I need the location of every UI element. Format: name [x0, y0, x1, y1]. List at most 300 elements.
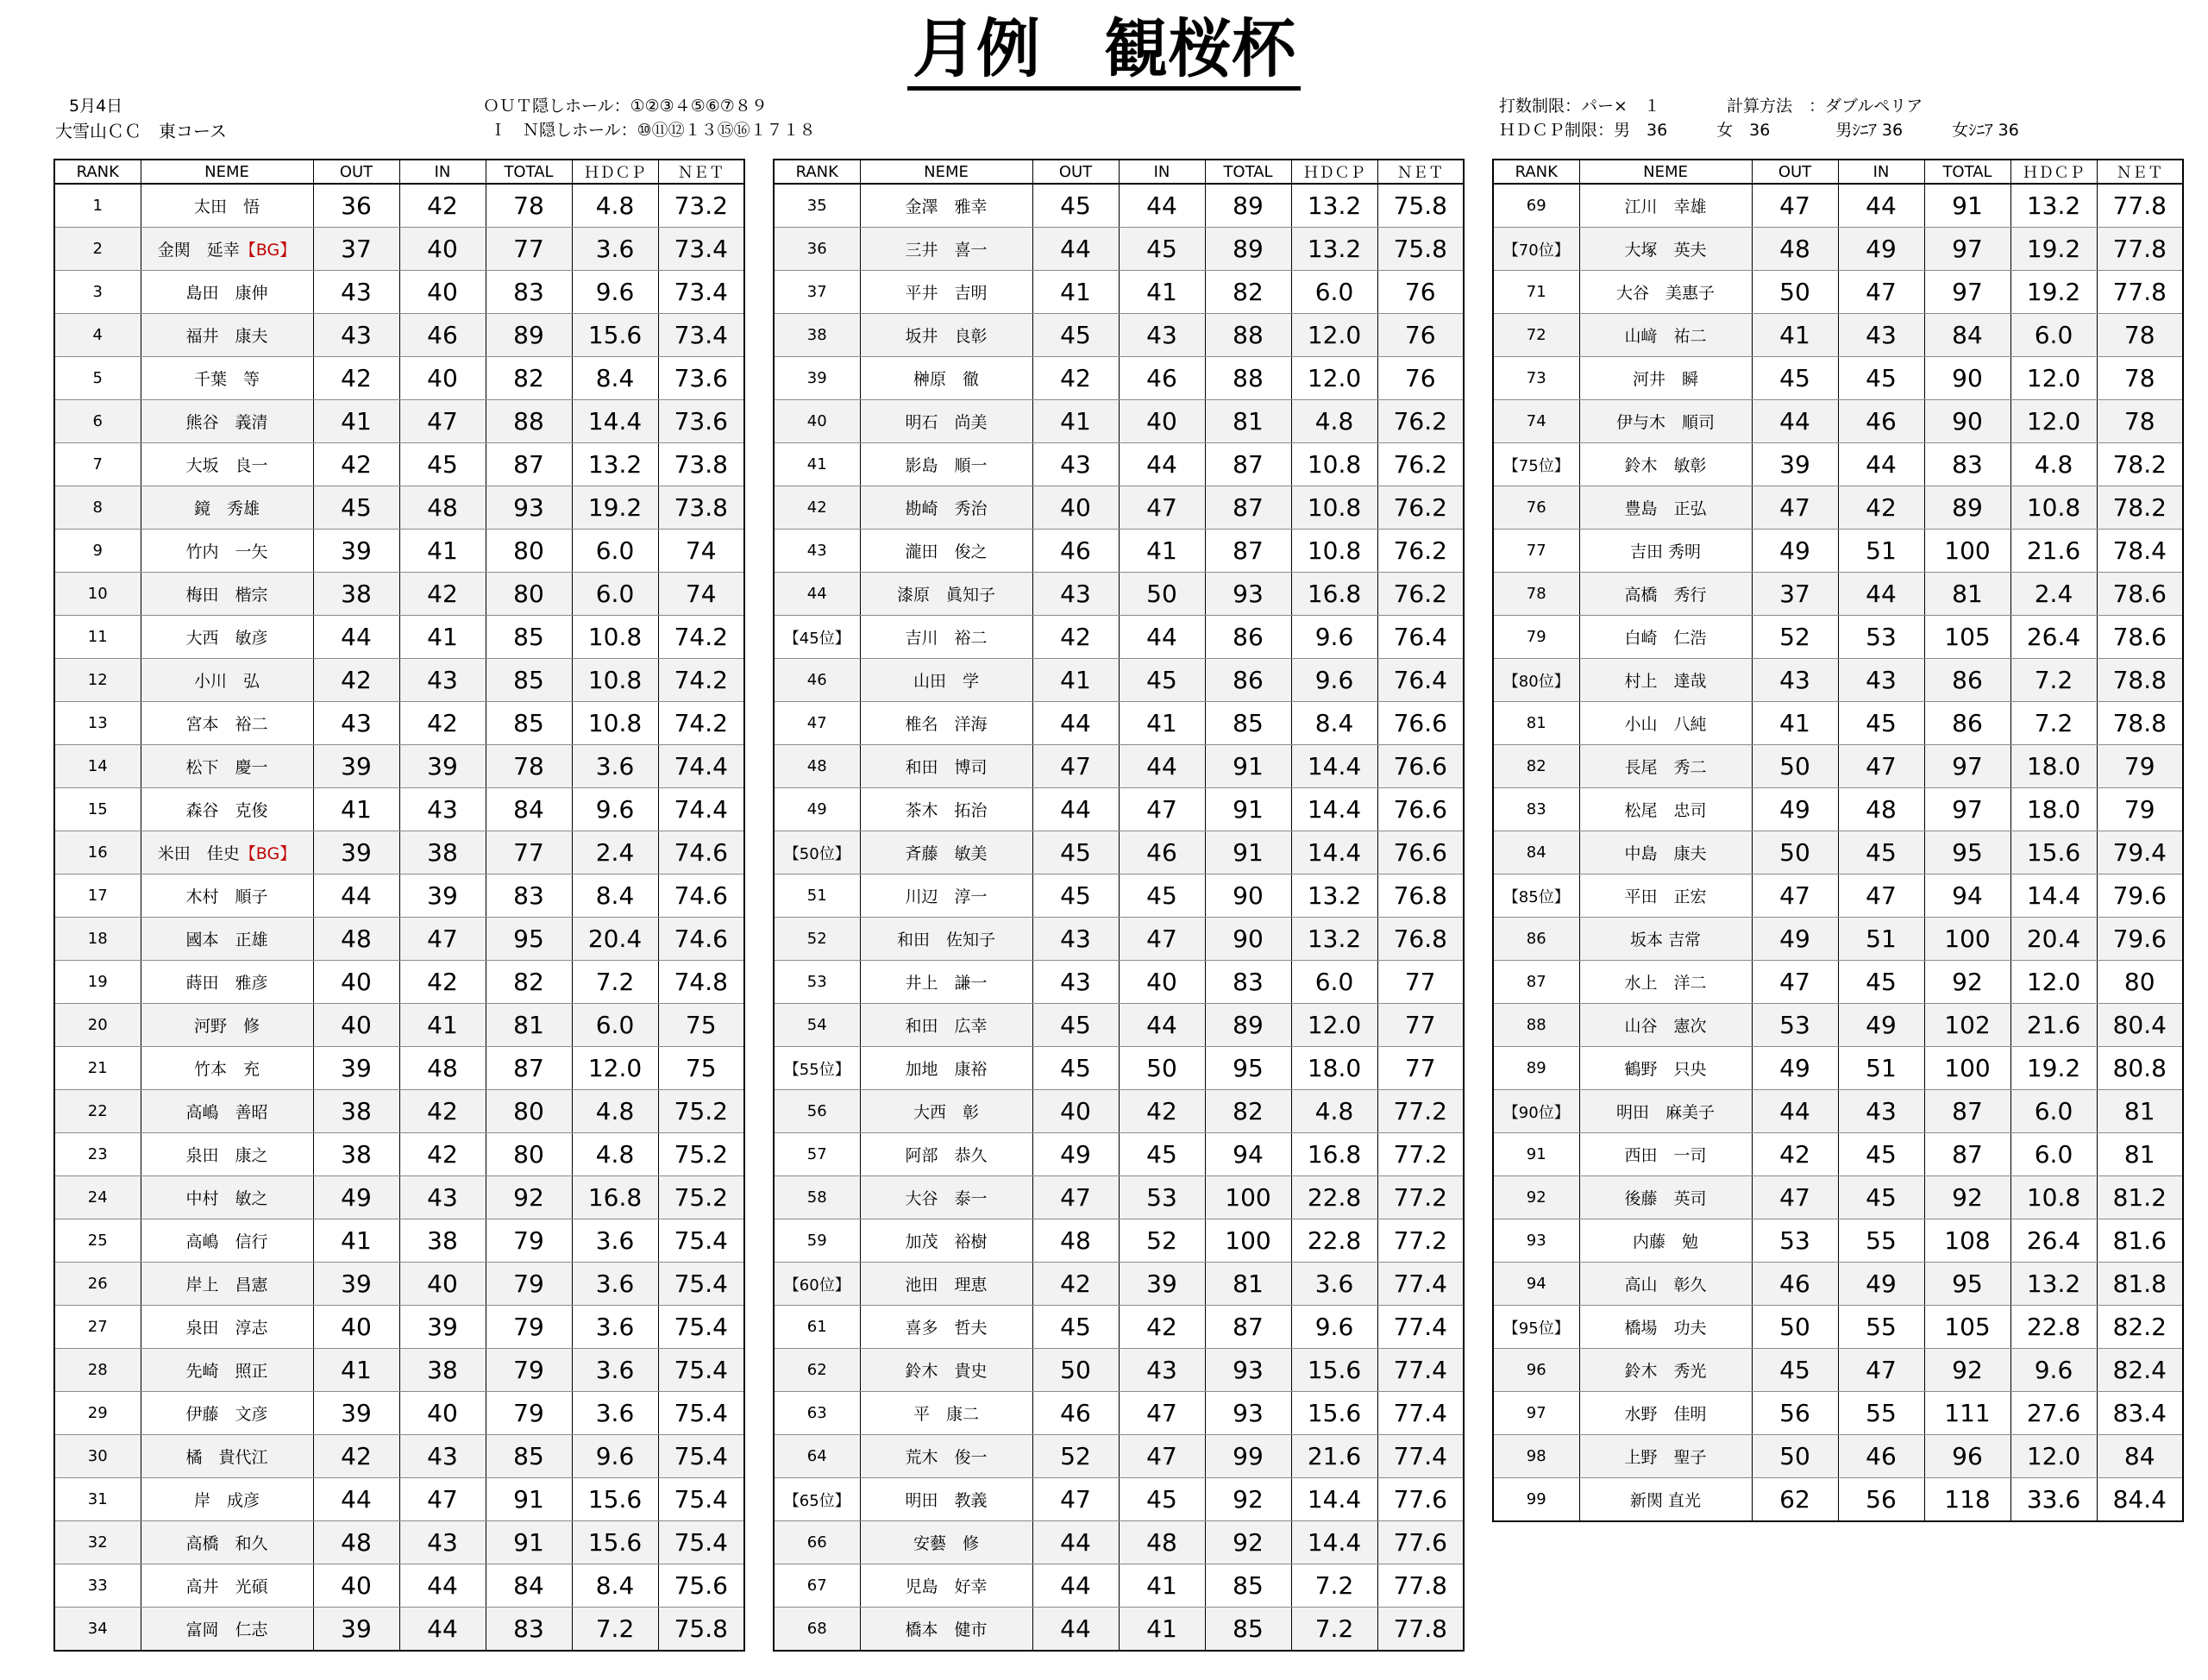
- name-cell: [1579, 1090, 1752, 1133]
- net-cell: 75.2: [658, 1090, 744, 1133]
- net-cell: 79: [2097, 788, 2183, 831]
- name-cell: [860, 400, 1032, 443]
- name-cell: [1579, 1004, 1752, 1047]
- in-cell: 42: [399, 702, 486, 745]
- in-cell: 40: [1119, 961, 1205, 1004]
- table-row: [1493, 400, 2183, 443]
- player-name: 木村 順子: [185, 887, 268, 906]
- name-cell: [141, 702, 313, 745]
- out-cell: 47: [1032, 1176, 1119, 1219]
- total-cell: 87: [1205, 530, 1291, 573]
- player-name: 吉川 裕二: [905, 629, 988, 648]
- hdcp-cell: 26.4: [2010, 616, 2097, 659]
- rank-cell: 94: [1493, 1263, 1579, 1306]
- total-cell: 108: [1924, 1219, 2010, 1263]
- rank-cell: 43: [774, 530, 860, 573]
- table-row: [1493, 1392, 2183, 1435]
- rank-cell: 【55位】: [774, 1047, 860, 1090]
- column-header-in: IN: [1838, 160, 1924, 184]
- column-header-name: NEME: [141, 160, 313, 184]
- rank-cell: 6: [54, 400, 141, 443]
- player-name: 茶木 拓治: [905, 801, 988, 820]
- player-name: 長尾 秀二: [1624, 758, 1707, 777]
- out-cell: 43: [313, 702, 399, 745]
- total-cell: 92: [1205, 1521, 1291, 1564]
- table-row: [54, 788, 744, 831]
- in-cell: 41: [399, 616, 486, 659]
- total-cell: 85: [1205, 702, 1291, 745]
- player-name: 坂井 良彰: [905, 327, 988, 346]
- total-cell: 91: [1205, 831, 1291, 874]
- player-name: 森谷 克俊: [185, 801, 268, 820]
- name-cell: [1579, 573, 1752, 616]
- name-cell: [141, 357, 313, 400]
- player-name: 高井 光碩: [185, 1577, 268, 1596]
- player-name: 大坂 良一: [185, 456, 268, 475]
- rank-cell: 46: [774, 659, 860, 702]
- in-cell: 44: [1838, 184, 1924, 228]
- rank-cell: 47: [774, 702, 860, 745]
- rank-cell: 22: [54, 1090, 141, 1133]
- rank-cell: 13: [54, 702, 141, 745]
- in-cell: 47: [1838, 874, 1924, 918]
- total-cell: 89: [1924, 486, 2010, 530]
- player-name: 山﨑 祐二: [1624, 327, 1707, 346]
- player-name: 西田 一司: [1624, 1146, 1707, 1165]
- hdcp-cell: 6.0: [2010, 1090, 2097, 1133]
- player-name: 松下 慶一: [185, 758, 268, 777]
- out-cell: 45: [1032, 831, 1119, 874]
- name-cell: [860, 530, 1032, 573]
- player-name: 平 康二: [913, 1405, 979, 1424]
- name-cell: [860, 1521, 1032, 1564]
- in-cell: 42: [399, 573, 486, 616]
- in-cell: 40: [399, 228, 486, 271]
- total-cell: 88: [486, 400, 572, 443]
- net-cell: 74.8: [658, 961, 744, 1004]
- out-cell: 46: [1032, 530, 1119, 573]
- player-name: 内藤 勉: [1632, 1232, 1698, 1251]
- table-row: [774, 1435, 1464, 1478]
- table-row: [54, 184, 744, 228]
- total-cell: 100: [1924, 530, 2010, 573]
- player-name: 喜多 哲夫: [905, 1319, 988, 1338]
- out-cell: 41: [1032, 271, 1119, 314]
- net-cell: 74.4: [658, 788, 744, 831]
- page-title: 月例 観桜杯: [0, 17, 2208, 81]
- in-cell: 43: [1119, 314, 1205, 357]
- table-row: [1493, 745, 2183, 788]
- hdcp-cell: 19.2: [2010, 1047, 2097, 1090]
- out-cell: 42: [1752, 1133, 1838, 1176]
- in-cell: 47: [1119, 788, 1205, 831]
- net-cell: 78.6: [2097, 616, 2183, 659]
- column-header-net: ＮＥＴ: [658, 160, 744, 184]
- total-cell: 88: [1205, 314, 1291, 357]
- in-cell: 45: [1838, 357, 1924, 400]
- in-cell: 43: [399, 659, 486, 702]
- in-cell: 47: [1838, 1349, 1924, 1392]
- rank-cell: 88: [1493, 1004, 1579, 1047]
- rank-cell: 【70位】: [1493, 228, 1579, 271]
- in-cell: 40: [1119, 400, 1205, 443]
- out-cell: 40: [1032, 1090, 1119, 1133]
- total-cell: 87: [1205, 1306, 1291, 1349]
- net-cell: 81.2: [2097, 1176, 2183, 1219]
- table-row: [1493, 831, 2183, 874]
- rank-cell: 37: [774, 271, 860, 314]
- in-cell: 47: [1838, 271, 1924, 314]
- hdcp-cell: 9.6: [1291, 616, 1377, 659]
- in-cell: 40: [399, 1392, 486, 1435]
- net-cell: 76.8: [1377, 874, 1464, 918]
- player-name: 荒木 俊一: [905, 1448, 988, 1467]
- column-header-total: TOTAL: [486, 160, 572, 184]
- total-cell: 102: [1924, 1004, 2010, 1047]
- in-cell: 53: [1838, 616, 1924, 659]
- name-cell: [1579, 1047, 1752, 1090]
- out-cell: 44: [313, 1478, 399, 1521]
- name-cell: [1579, 400, 1752, 443]
- hdcp-cell: 15.6: [1291, 1349, 1377, 1392]
- rank-cell: 97: [1493, 1392, 1579, 1435]
- in-cell: 41: [1119, 530, 1205, 573]
- hdcp-cell: 9.6: [2010, 1349, 2097, 1392]
- name-cell: [141, 788, 313, 831]
- name-cell: [1579, 1435, 1752, 1478]
- table-header-row: [774, 160, 1464, 184]
- net-cell: 81.8: [2097, 1263, 2183, 1306]
- player-name: 明田 麻美子: [1615, 1103, 1715, 1122]
- player-name: 松尾 忠司: [1624, 801, 1707, 820]
- name-cell: [141, 1047, 313, 1090]
- in-cell: 44: [1119, 745, 1205, 788]
- total-cell: 95: [1924, 1263, 2010, 1306]
- net-cell: 76.4: [1377, 659, 1464, 702]
- net-cell: 77.2: [1377, 1133, 1464, 1176]
- hdcp-cell: 13.2: [2010, 1263, 2097, 1306]
- in-cell: 43: [399, 788, 486, 831]
- rank-cell: 18: [54, 918, 141, 961]
- out-cell: 41: [313, 1219, 399, 1263]
- total-cell: 87: [486, 1047, 572, 1090]
- table-row: [54, 1133, 744, 1176]
- out-cell: 48: [313, 918, 399, 961]
- hdcp-cell: 15.6: [2010, 831, 2097, 874]
- table-row: [1493, 443, 2183, 486]
- in-cell: 51: [1838, 530, 1924, 573]
- table-row: [774, 486, 1464, 530]
- player-name: 岸 成彦: [193, 1491, 260, 1510]
- table-row: [1493, 357, 2183, 400]
- out-cell: 39: [313, 1263, 399, 1306]
- out-cell: 44: [1032, 228, 1119, 271]
- out-cell: 42: [313, 659, 399, 702]
- in-cell: 47: [1119, 1392, 1205, 1435]
- out-cell: 38: [313, 573, 399, 616]
- table-row: [54, 918, 744, 961]
- net-cell: 73.8: [658, 443, 744, 486]
- player-name: 坂本 吉常: [1629, 931, 1702, 950]
- out-cell: 45: [1032, 1004, 1119, 1047]
- out-cell: 43: [1032, 573, 1119, 616]
- total-cell: 95: [1205, 1047, 1291, 1090]
- hdcp-cell: 18.0: [2010, 745, 2097, 788]
- rank-cell: 57: [774, 1133, 860, 1176]
- bg-badge: 【BG】: [239, 241, 297, 260]
- table-row: [54, 1564, 744, 1608]
- name-cell: [1579, 616, 1752, 659]
- rank-cell: 【75位】: [1493, 443, 1579, 486]
- out-cell: 50: [1752, 1435, 1838, 1478]
- net-cell: 75.4: [658, 1392, 744, 1435]
- rank-cell: 34: [54, 1608, 141, 1652]
- name-cell: [860, 874, 1032, 918]
- total-cell: 79: [486, 1219, 572, 1263]
- column-header-total: TOTAL: [1205, 160, 1291, 184]
- out-cell: 50: [1752, 1306, 1838, 1349]
- out-cell: 41: [1752, 702, 1838, 745]
- net-cell: 75.8: [1377, 228, 1464, 271]
- total-cell: 80: [486, 1090, 572, 1133]
- in-cell: 45: [1119, 1133, 1205, 1176]
- total-cell: 105: [1924, 1306, 2010, 1349]
- name-cell: [860, 961, 1032, 1004]
- hdcp-cell: 7.2: [572, 961, 658, 1004]
- total-cell: 100: [1205, 1176, 1291, 1219]
- player-name: 影島 順一: [905, 456, 988, 475]
- net-cell: 75.2: [658, 1133, 744, 1176]
- total-cell: 91: [1205, 788, 1291, 831]
- in-cell: 42: [399, 1133, 486, 1176]
- player-name: 川辺 淳一: [905, 887, 988, 906]
- name-cell: [1579, 961, 1752, 1004]
- table-row: [1493, 702, 2183, 745]
- table-row: [774, 745, 1464, 788]
- player-name: 小山 八純: [1624, 715, 1707, 734]
- table-row: [774, 271, 1464, 314]
- name-cell: [141, 1133, 313, 1176]
- hdcp-cell: 13.2: [1291, 918, 1377, 961]
- net-cell: 76: [1377, 271, 1464, 314]
- total-cell: 85: [1205, 1564, 1291, 1608]
- hdcp-cell: 15.6: [1291, 1392, 1377, 1435]
- hdcp-cell: 8.4: [572, 1564, 658, 1608]
- table-row: [774, 1564, 1464, 1608]
- in-cell: 38: [399, 1349, 486, 1392]
- net-cell: 76.6: [1377, 831, 1464, 874]
- net-cell: 82.2: [2097, 1306, 2183, 1349]
- total-cell: 87: [1205, 486, 1291, 530]
- out-cell: 52: [1752, 616, 1838, 659]
- in-cell: 46: [1838, 400, 1924, 443]
- name-cell: [141, 1392, 313, 1435]
- table-row: [774, 1047, 1464, 1090]
- hdcp-cell: 22.8: [1291, 1176, 1377, 1219]
- hdcp-cell: 6.0: [572, 573, 658, 616]
- out-cell: 37: [313, 228, 399, 271]
- total-cell: 92: [486, 1176, 572, 1219]
- total-cell: 97: [1924, 271, 2010, 314]
- hdcp-cell: 19.2: [2010, 228, 2097, 271]
- rank-cell: 49: [774, 788, 860, 831]
- net-cell: 74.6: [658, 874, 744, 918]
- hdcp-cell: 6.0: [572, 530, 658, 573]
- name-cell: [141, 228, 313, 271]
- hdcp-cell: 10.8: [2010, 486, 2097, 530]
- total-cell: 81: [1205, 400, 1291, 443]
- hdcp-limit: ＨＤＣＰ制限：男 36 女 36 男ｼﾆｱ 36 女ｼﾆｱ 36: [1499, 121, 2019, 140]
- table-row: [54, 1263, 744, 1306]
- name-cell: [860, 486, 1032, 530]
- table-row: [774, 874, 1464, 918]
- in-cell: 39: [399, 745, 486, 788]
- in-cell: 45: [1838, 1133, 1924, 1176]
- name-cell: [141, 184, 313, 228]
- out-cell: 39: [1752, 443, 1838, 486]
- rank-cell: 4: [54, 314, 141, 357]
- net-cell: 81: [2097, 1133, 2183, 1176]
- name-cell: [1579, 659, 1752, 702]
- table-row: [1493, 1306, 2183, 1349]
- total-cell: 105: [1924, 616, 2010, 659]
- net-cell: 74.6: [658, 918, 744, 961]
- total-cell: 84: [486, 788, 572, 831]
- in-cell: 47: [1119, 1435, 1205, 1478]
- name-cell: [1579, 184, 1752, 228]
- out-cell: 41: [1032, 659, 1119, 702]
- rank-cell: 91: [1493, 1133, 1579, 1176]
- name-cell: [860, 443, 1032, 486]
- net-cell: 74.2: [658, 616, 744, 659]
- net-cell: 76.2: [1377, 400, 1464, 443]
- player-name: 福井 康夫: [185, 327, 268, 346]
- in-cell: 44: [1119, 1004, 1205, 1047]
- total-cell: 86: [1924, 659, 2010, 702]
- net-cell: 74.2: [658, 659, 744, 702]
- out-cell: 45: [1032, 314, 1119, 357]
- total-cell: 94: [1924, 874, 2010, 918]
- rank-cell: 36: [774, 228, 860, 271]
- in-cell: 44: [1119, 184, 1205, 228]
- table-row: [774, 702, 1464, 745]
- in-cell: 38: [399, 1219, 486, 1263]
- name-cell: [141, 874, 313, 918]
- out-cell: 40: [313, 1004, 399, 1047]
- out-cell: 40: [313, 961, 399, 1004]
- player-name: 大谷 泰一: [905, 1189, 988, 1208]
- player-name: 水上 洋二: [1624, 974, 1707, 993]
- player-name: 先崎 照正: [185, 1362, 268, 1381]
- hdcp-cell: 10.8: [572, 659, 658, 702]
- out-cell: 43: [1032, 443, 1119, 486]
- name-cell: [860, 1047, 1032, 1090]
- table-row: [774, 573, 1464, 616]
- player-name: 橘 貴代江: [185, 1448, 268, 1467]
- total-cell: 78: [486, 745, 572, 788]
- net-cell: 77: [1377, 1004, 1464, 1047]
- table-row: [1493, 1133, 2183, 1176]
- player-name: 中村 敏之: [185, 1189, 268, 1208]
- name-cell: [860, 1435, 1032, 1478]
- in-cell: 49: [1838, 228, 1924, 271]
- out-cell: 46: [1032, 1392, 1119, 1435]
- total-cell: 89: [1205, 1004, 1291, 1047]
- total-cell: 78: [486, 184, 572, 228]
- in-cell: 55: [1838, 1219, 1924, 1263]
- player-name: 河井 瞬: [1632, 370, 1698, 389]
- in-cell: 41: [399, 530, 486, 573]
- name-cell: [1579, 314, 1752, 357]
- player-name: 鈴木 貴史: [905, 1362, 988, 1381]
- table-row: [774, 788, 1464, 831]
- rank-cell: 32: [54, 1521, 141, 1564]
- player-name: 伊藤 文彦: [185, 1405, 268, 1424]
- name-cell: [1579, 1392, 1752, 1435]
- name-cell: [141, 486, 313, 530]
- net-cell: 77.8: [2097, 271, 2183, 314]
- hdcp-cell: 10.8: [1291, 486, 1377, 530]
- out-cell: 45: [1032, 874, 1119, 918]
- hdcp-cell: 3.6: [572, 1219, 658, 1263]
- net-cell: 75.4: [658, 1263, 744, 1306]
- net-cell: 75.4: [658, 1478, 744, 1521]
- player-name: 鶴野 只央: [1624, 1060, 1707, 1079]
- rank-cell: 3: [54, 271, 141, 314]
- in-cell: 49: [1838, 1263, 1924, 1306]
- total-cell: 100: [1205, 1219, 1291, 1263]
- in-cell: 50: [1119, 1047, 1205, 1090]
- total-cell: 97: [1924, 788, 2010, 831]
- in-cell: 41: [1119, 1564, 1205, 1608]
- column-header-rank: RANK: [54, 160, 141, 184]
- out-cell: 43: [313, 314, 399, 357]
- player-name: 金澤 雅幸: [905, 197, 988, 216]
- hdcp-cell: 7.2: [2010, 659, 2097, 702]
- name-cell: [860, 314, 1032, 357]
- total-cell: 93: [1205, 573, 1291, 616]
- table-row: [774, 1219, 1464, 1263]
- hdcp-cell: 8.4: [572, 874, 658, 918]
- table-row: [1493, 918, 2183, 961]
- name-cell: [860, 788, 1032, 831]
- in-cell: 45: [1119, 1478, 1205, 1521]
- rank-cell: 77: [1493, 530, 1579, 573]
- net-cell: 75.6: [658, 1564, 744, 1608]
- net-cell: 76: [1377, 357, 1464, 400]
- net-cell: 73.2: [658, 184, 744, 228]
- net-cell: 74.2: [658, 702, 744, 745]
- total-cell: 83: [1924, 443, 2010, 486]
- name-cell: [1579, 831, 1752, 874]
- hdcp-cell: 16.8: [572, 1176, 658, 1219]
- player-name: 勘崎 秀治: [905, 499, 988, 518]
- calc-method: 計算方法 ：ダブルペリア: [1727, 97, 1923, 116]
- total-cell: 95: [486, 918, 572, 961]
- net-cell: 76.6: [1377, 702, 1464, 745]
- out-cell: 41: [1032, 400, 1119, 443]
- in-cell: 43: [399, 1435, 486, 1478]
- table-row: [1493, 573, 2183, 616]
- hdcp-cell: 12.0: [2010, 400, 2097, 443]
- net-cell: 84: [2097, 1435, 2183, 1478]
- total-cell: 82: [1205, 1090, 1291, 1133]
- net-cell: 73.4: [658, 228, 744, 271]
- in-cell: 46: [1838, 1435, 1924, 1478]
- in-cell: 45: [1119, 874, 1205, 918]
- out-cell: 49: [1032, 1133, 1119, 1176]
- name-cell: [1579, 271, 1752, 314]
